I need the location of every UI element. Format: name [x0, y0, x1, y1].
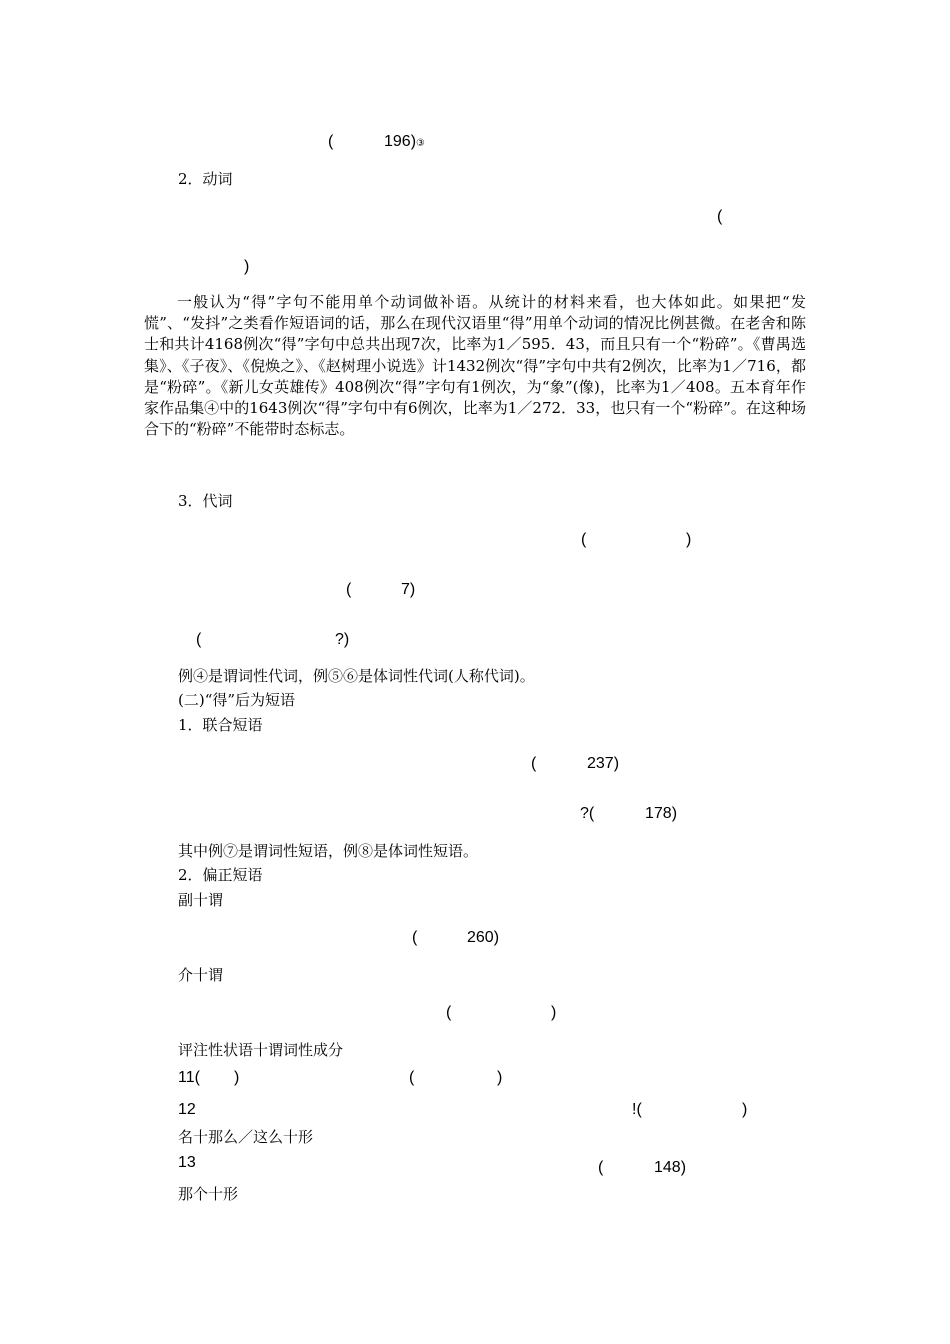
example-13-open: ( — [598, 1159, 604, 1176]
example-11-open2: ( — [409, 1069, 415, 1086]
ref-paren-open: ( — [328, 133, 334, 150]
pron-ex2-close: 7) — [401, 581, 416, 598]
adv-ex-close: 260) — [467, 929, 500, 946]
joint-ex2-open: ?( — [580, 805, 595, 822]
adv-ex-open: ( — [412, 929, 418, 946]
example-13-close: 148) — [654, 1159, 687, 1176]
example-11-close2: ) — [497, 1069, 503, 1086]
heading-verb: 2．动词 — [178, 170, 233, 188]
paren-close-left: ) — [244, 258, 250, 275]
pron-ex1-close: ) — [686, 531, 692, 548]
label-noun-adjective: 名十那么／这么十形 — [178, 1128, 314, 1146]
heading-pronoun: 3．代词 — [178, 492, 233, 510]
label-adverb-predicate: 副十谓 — [178, 891, 224, 909]
example-13-number: 13 — [178, 1154, 196, 1171]
joint-ex2-close: 178) — [645, 805, 678, 822]
body-paragraph-statistics: 一般认为“得”字句不能用单个动词做补语。从统计的材料来看，也大体如此。如果把“发慌”、“发抖”之类看作短语词的话，那么在现代汉语里“得”用单个动词的情况比例甚微。在老舍和陈士和共计4168例次“得”字句中总共出现7次，比率为1／595．43，而且只有一个“粉碎”。《曹禺选集》、《子夜》、《倪焕之》、《赵树理小说选》计1432例次“得”字句中共有2例次，比率为1／716，都是“粉碎”。《新儿女英雄传》408例次“得”字句有1例次，为“象”(像)，比率为1／408。五本育年作家作品集④中的1643例次“得”字句中有6例次，比率为1／272．33，也只有一个“粉碎”。在这种场合下的“粉碎”不能带时态标志。 — [144, 293, 806, 439]
example-11-number: 11( — [178, 1069, 200, 1086]
example-12-number: 12 — [178, 1101, 196, 1118]
label-that-adjective: 那个十形 — [178, 1185, 239, 1203]
joint-ex1-close: 237) — [587, 755, 620, 772]
prep-ex-open: ( — [446, 1004, 452, 1021]
section-heading-phrases: (二)“得”后为短语 — [178, 691, 296, 709]
footnote-marker-3: ③ — [416, 138, 425, 149]
prep-ex-close: ) — [551, 1004, 557, 1021]
pronoun-note: 例④是谓词性代词，例⑤⑥是体词性代词(人称代词)。 — [178, 667, 535, 685]
example-12-close: ) — [742, 1101, 748, 1118]
heading-modifier-phrase: 2．偏正短语 — [178, 866, 263, 884]
joint-ex1-open: ( — [531, 755, 537, 772]
pron-ex2-open: ( — [346, 581, 352, 598]
heading-joint-phrase: 1．联合短语 — [178, 716, 263, 734]
example-12-open: !( — [632, 1101, 642, 1118]
label-preposition-predicate: 介十谓 — [178, 966, 224, 984]
paren-open-right: ( — [717, 208, 723, 225]
example-11-close: ) — [234, 1069, 240, 1086]
pron-ex3-open: ( — [196, 631, 202, 648]
ref-page-196 — [384, 132, 425, 154]
ref-number: 196) — [384, 133, 417, 150]
pron-ex1-open: ( — [581, 531, 587, 548]
label-comment-adverbial: 评注性状语十谓词性成分 — [178, 1041, 344, 1059]
joint-note: 其中例⑦是谓词性短语，例⑧是体词性短语。 — [178, 842, 479, 860]
pron-ex3-close: ?) — [335, 631, 350, 648]
